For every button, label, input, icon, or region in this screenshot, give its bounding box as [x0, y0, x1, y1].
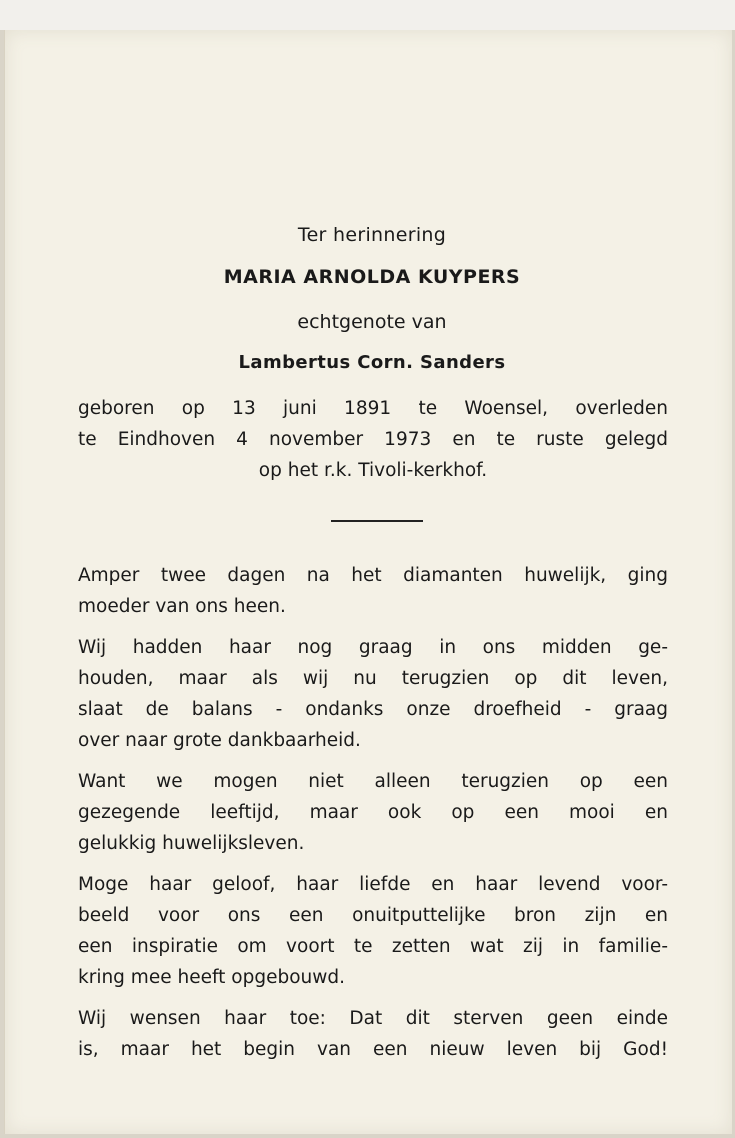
- paragraph-line: Want we mogen niet alleen terugzien op een: [78, 771, 668, 792]
- divider: [331, 520, 423, 522]
- relation-text: echtgenote van: [297, 311, 447, 333]
- bio-line: geboren op 13 juni 1891 te Woensel, overleden: [78, 398, 668, 419]
- paragraph-line: Moge haar geloof, haar liefde en haar levend voor-: [78, 874, 668, 895]
- bio-line: te Eindhoven 4 november 1973 en te ruste gelegd: [78, 429, 668, 450]
- paragraph-line: houden, maar als wij nu terugzien op dit leven,: [78, 668, 668, 689]
- bio-line: op het r.k. Tivoli-kerkhof.: [258, 460, 488, 481]
- paragraph-line: beeld voor ons een onuitputtelijke bron zijn en: [78, 905, 668, 926]
- paragraph-line: is, maar het begin van een nieuw leven bij God!: [78, 1039, 668, 1060]
- intro-text: Ter herinnering: [297, 224, 447, 246]
- paragraph-line: gelukkig huwelijksleven.: [78, 833, 305, 854]
- paragraph-line: een inspiratie om voort te zetten wat zij in familie-: [78, 936, 668, 957]
- paragraph-line: Wij hadden haar nog graag in ons midden ge-: [78, 637, 668, 658]
- paragraph-line: slaat de balans - ondanks onze droefheid - graag: [78, 699, 668, 720]
- spouse-name: Lambertus Corn. Sanders: [238, 352, 506, 373]
- paragraph-line: over naar grote dankbaarheid.: [78, 730, 361, 751]
- paragraph-line: Wij wensen haar toe: Dat dit sterven geen einde: [78, 1008, 668, 1029]
- paragraph-line: moeder van ons heen.: [78, 596, 286, 617]
- deceased-name: MARIA ARNOLDA KUYPERS: [223, 266, 521, 288]
- paragraph-line: kring mee heeft opgebouwd.: [78, 967, 346, 988]
- paragraph-line: gezegende leeftijd, maar ook op een mooi en: [78, 802, 668, 823]
- paragraph-line: Amper twee dagen na het diamanten huwelijk, ging: [78, 565, 668, 586]
- background-strip: [0, 0, 735, 30]
